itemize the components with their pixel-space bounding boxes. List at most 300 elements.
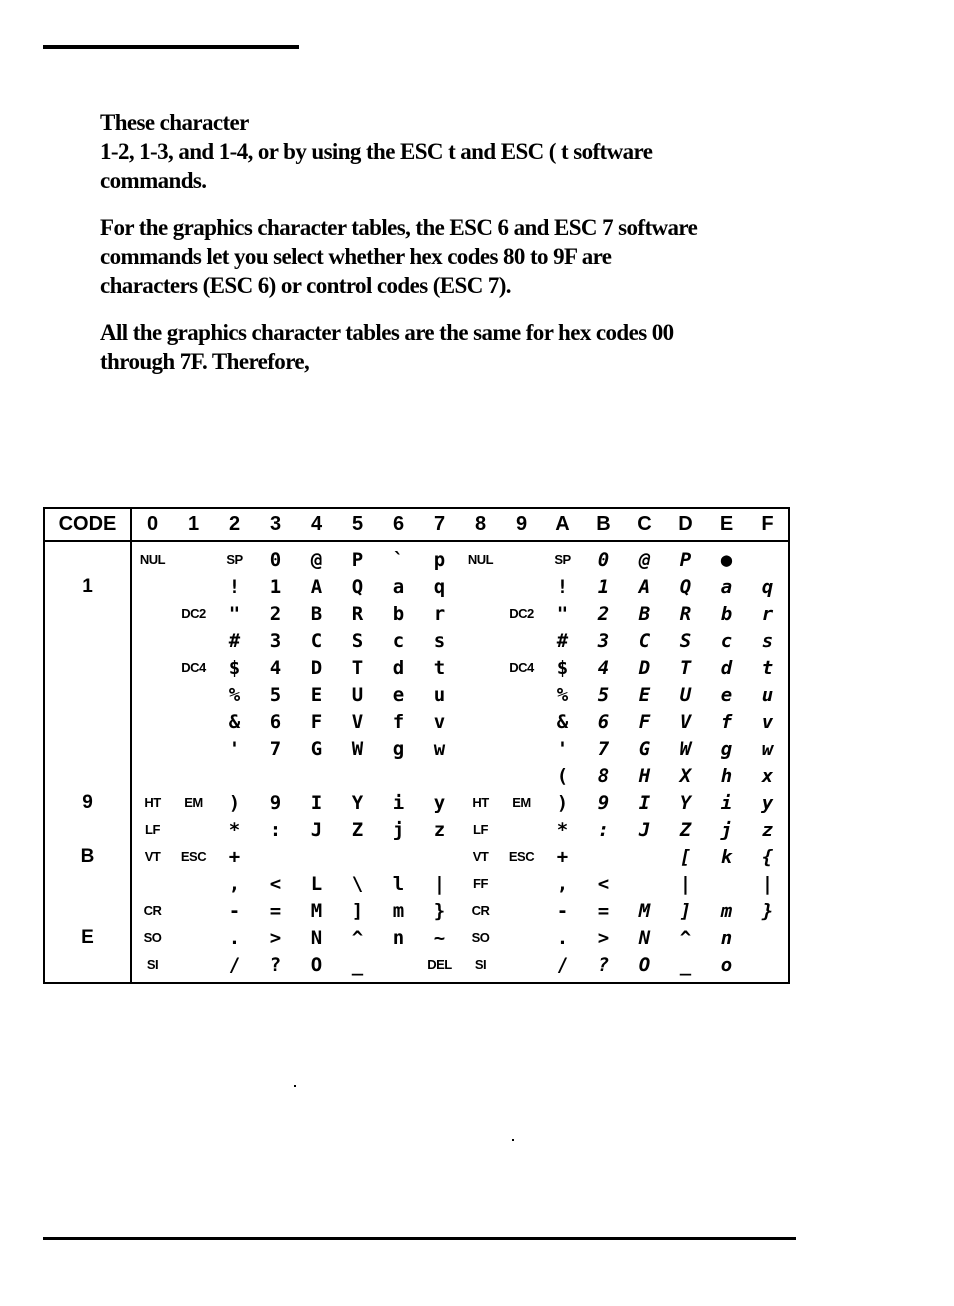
char-cell: _: [351, 953, 364, 976]
column-header: 2: [214, 508, 255, 541]
char-cell: [501, 897, 542, 924]
column-header: 8: [460, 508, 501, 541]
row-code: 9: [44, 789, 131, 816]
char-cell: l: [392, 872, 405, 895]
char-cell: ESC: [508, 849, 535, 864]
char-cell: V: [351, 710, 364, 733]
char-cell: D: [638, 656, 651, 679]
char-cell: n: [720, 926, 733, 949]
char-cell: >: [597, 926, 610, 949]
char-cell: [173, 762, 214, 789]
char-cell: &: [228, 710, 241, 733]
char-cell: 9: [269, 791, 282, 814]
char-cell: !: [228, 575, 241, 598]
char-cell: a: [392, 575, 405, 598]
char-cell: SP: [554, 552, 571, 567]
char-cell: SO: [471, 930, 490, 945]
char-cell: [501, 870, 542, 897]
char-cell: 7: [269, 737, 282, 760]
char-cell: [747, 541, 789, 573]
char-cell: :: [269, 818, 282, 841]
char-cell: SI: [474, 957, 487, 972]
row-code: E: [44, 924, 131, 951]
char-cell: A: [310, 575, 323, 598]
char-cell: p: [433, 548, 446, 571]
char-cell: 4: [597, 656, 610, 679]
char-cell: s: [433, 629, 446, 652]
row-code: [44, 816, 131, 843]
char-cell: [501, 627, 542, 654]
row-code: [44, 541, 131, 573]
char-cell: t: [433, 656, 446, 679]
char-cell: EM: [184, 795, 203, 810]
char-cell: *: [228, 818, 241, 841]
char-cell: f: [720, 710, 733, 733]
table-row: [44, 735, 789, 762]
char-cell: [378, 843, 419, 870]
char-cell: /: [556, 953, 569, 976]
char-cell: [296, 762, 337, 789]
char-cell: v: [433, 710, 446, 733]
row-code: 1: [44, 573, 131, 600]
table-row: [44, 924, 789, 951]
char-cell: [501, 573, 542, 600]
char-cell: P: [351, 548, 364, 571]
char-cell: 5: [269, 683, 282, 706]
table-row: [44, 762, 789, 789]
char-cell: m: [392, 899, 405, 922]
char-cell: R: [679, 602, 692, 625]
char-cell: V: [679, 710, 692, 733]
char-cell: M: [638, 899, 651, 922]
char-cell: HT: [472, 795, 489, 810]
char-cell: [378, 951, 419, 983]
char-cell: v: [761, 710, 774, 733]
char-cell: 1: [597, 575, 610, 598]
char-cell: g: [392, 737, 405, 760]
char-cell: [501, 541, 542, 573]
char-cell: ^: [679, 926, 692, 949]
column-header: 6: [378, 508, 419, 541]
char-cell: N: [310, 926, 323, 949]
char-cell: I: [310, 791, 323, 814]
char-cell: ): [228, 791, 241, 814]
char-cell: 1: [269, 575, 282, 598]
char-cell: [460, 627, 501, 654]
char-cell: [378, 762, 419, 789]
column-header: F: [747, 508, 789, 541]
char-cell: B: [638, 602, 651, 625]
char-cell: %: [556, 683, 569, 706]
char-cell: c: [392, 629, 405, 652]
char-cell: [173, 541, 214, 573]
char-cell: <: [269, 872, 282, 895]
char-cell: [296, 843, 337, 870]
char-cell: LF: [145, 822, 160, 837]
char-cell: 6: [597, 710, 610, 733]
char-cell: Z: [679, 818, 692, 841]
char-cell: $: [228, 656, 241, 679]
paragraph-3: All the graphics character tables are the same for hex codes 00 through 7F. Therefore,: [100, 320, 674, 374]
char-cell: w: [433, 737, 446, 760]
char-cell: .: [556, 926, 569, 949]
char-cell: [173, 735, 214, 762]
char-cell: @: [638, 548, 651, 571]
table-row: [44, 627, 789, 654]
table-row: [44, 789, 789, 816]
char-cell: d: [392, 656, 405, 679]
char-cell: q: [433, 575, 446, 598]
char-cell: [131, 573, 173, 600]
char-cell: |: [679, 872, 692, 895]
char-cell: R: [351, 602, 364, 625]
char-cell: S: [351, 629, 364, 652]
char-cell: [131, 870, 173, 897]
column-header: 5: [337, 508, 378, 541]
char-cell: [131, 735, 173, 762]
column-header: 3: [255, 508, 296, 541]
char-cell: [501, 816, 542, 843]
char-cell: [173, 870, 214, 897]
char-cell: f: [392, 710, 405, 733]
row-code: [44, 600, 131, 627]
char-cell: +: [556, 845, 569, 868]
char-cell: ]: [679, 899, 692, 922]
char-cell: G: [638, 737, 651, 760]
char-cell: s: [761, 629, 774, 652]
char-cell: ~: [433, 926, 446, 949]
char-cell: [214, 762, 255, 789]
char-cell: [501, 681, 542, 708]
char-cell: [419, 762, 460, 789]
char-cell: [173, 708, 214, 735]
char-cell: N: [638, 926, 651, 949]
char-cell: [131, 681, 173, 708]
char-cell: [173, 627, 214, 654]
char-cell: Q: [351, 575, 364, 598]
row-code: [44, 654, 131, 681]
char-cell: 4: [269, 656, 282, 679]
char-cell: #: [228, 629, 241, 652]
char-cell: =: [597, 899, 610, 922]
char-cell: [460, 708, 501, 735]
column-header: E: [706, 508, 747, 541]
char-cell: [: [679, 845, 692, 868]
char-cell: [255, 762, 296, 789]
char-cell: ": [228, 602, 241, 625]
char-cell: ,: [228, 872, 241, 895]
char-cell: E: [310, 683, 323, 706]
char-cell: j: [720, 818, 733, 841]
char-cell: EM: [512, 795, 531, 810]
char-cell: }: [761, 899, 774, 922]
table-row: [44, 951, 789, 983]
char-cell: 6: [269, 710, 282, 733]
char-cell: [131, 654, 173, 681]
char-cell: [501, 735, 542, 762]
char-cell: 0: [269, 548, 282, 571]
char-cell: ": [556, 602, 569, 625]
char-cell: Y: [351, 791, 364, 814]
row-code: [44, 627, 131, 654]
intro-text: [100, 108, 820, 394]
char-cell: #: [556, 629, 569, 652]
code-header: CODE: [44, 508, 131, 541]
char-cell: [255, 843, 296, 870]
char-cell: W: [679, 737, 692, 760]
char-cell: [706, 870, 747, 897]
char-cell: -: [556, 899, 569, 922]
char-cell: (: [556, 764, 569, 787]
char-cell: ): [556, 791, 569, 814]
char-cell: ESC: [180, 849, 207, 864]
char-cell: [624, 870, 665, 897]
char-cell: y: [761, 791, 774, 814]
char-cell: u: [433, 683, 446, 706]
char-cell: z: [761, 818, 774, 841]
char-cell: G: [310, 737, 323, 760]
char-cell: [337, 843, 378, 870]
row-code: B: [44, 843, 131, 870]
char-cell: q: [761, 575, 774, 598]
char-cell: }: [433, 899, 446, 922]
char-cell: +: [228, 845, 241, 868]
char-cell: ,: [556, 872, 569, 895]
char-cell: C: [310, 629, 323, 652]
char-cell: r: [433, 602, 446, 625]
char-cell: S: [679, 629, 692, 652]
table-row: [44, 843, 789, 870]
char-cell: =: [269, 899, 282, 922]
char-cell: [131, 627, 173, 654]
column-header: B: [583, 508, 624, 541]
row-code: [44, 735, 131, 762]
char-cell: \: [351, 872, 364, 895]
char-cell: A: [638, 575, 651, 598]
column-header: C: [624, 508, 665, 541]
char-cell: 2: [597, 602, 610, 625]
char-cell: O: [638, 953, 651, 976]
char-cell: 3: [597, 629, 610, 652]
char-cell: e: [720, 683, 733, 706]
char-cell: ': [556, 737, 569, 760]
char-cell: ]: [351, 899, 364, 922]
char-cell: 2: [269, 602, 282, 625]
char-cell: m: [720, 899, 733, 922]
char-cell: !: [556, 575, 569, 598]
char-cell: [131, 600, 173, 627]
char-cell: [131, 762, 173, 789]
char-cell: T: [679, 656, 692, 679]
char-cell: |: [761, 872, 774, 895]
char-cell: 8: [597, 764, 610, 787]
table-row: [44, 600, 789, 627]
char-cell: CR: [471, 903, 490, 918]
char-cell: [583, 843, 624, 870]
table-row: [44, 708, 789, 735]
char-cell: U: [351, 683, 364, 706]
char-cell: 9: [597, 791, 610, 814]
char-cell: CR: [143, 903, 162, 918]
char-cell: w: [761, 737, 774, 760]
char-cell: 5: [597, 683, 610, 706]
char-cell: [501, 951, 542, 983]
char-cell: o: [720, 953, 733, 976]
char-cell: [624, 843, 665, 870]
char-cell: Y: [679, 791, 692, 814]
char-cell: [460, 681, 501, 708]
char-cell: c: [720, 629, 733, 652]
char-cell: [501, 924, 542, 951]
column-header: 7: [419, 508, 460, 541]
speck: [512, 1139, 514, 1141]
char-cell: b: [720, 602, 733, 625]
table-row: [44, 870, 789, 897]
char-cell: [460, 654, 501, 681]
table-row: [44, 654, 789, 681]
paragraph-2: For the graphics character tables, the ESC 6 and ESC 7 software commands let you select whether hex codes 80 to 9F are characters (ESC 6) or control codes (ESC 7).: [100, 215, 698, 298]
table-row: [44, 573, 789, 600]
char-cell: NUL: [139, 552, 166, 567]
char-cell: F: [638, 710, 651, 733]
char-cell: u: [761, 683, 774, 706]
char-cell: h: [720, 764, 733, 787]
char-cell: SO: [143, 930, 162, 945]
row-code: [44, 762, 131, 789]
char-cell: X: [679, 764, 692, 787]
char-cell: D: [310, 656, 323, 679]
char-cell: J: [310, 818, 323, 841]
char-cell: ?: [269, 953, 282, 976]
char-cell: [747, 924, 789, 951]
table-row: [44, 816, 789, 843]
char-cell: VT: [472, 849, 489, 864]
char-cell: T: [351, 656, 364, 679]
char-cell: z: [433, 818, 446, 841]
char-cell: {: [761, 845, 774, 868]
char-cell: >: [269, 926, 282, 949]
column-header: A: [542, 508, 583, 541]
char-cell: 3: [269, 629, 282, 652]
char-cell: [173, 897, 214, 924]
char-cell: L: [310, 872, 323, 895]
char-cell: [173, 816, 214, 843]
char-cell: VT: [144, 849, 161, 864]
char-cell: %: [228, 683, 241, 706]
row-code: [44, 897, 131, 924]
char-cell: d: [720, 656, 733, 679]
char-cell: [337, 762, 378, 789]
char-cell: a: [720, 575, 733, 598]
char-cell: DC4: [509, 660, 534, 675]
row-code: [44, 708, 131, 735]
bottom-rule: [43, 1237, 796, 1240]
row-code: [44, 951, 131, 983]
char-cell: i: [392, 791, 405, 814]
table-row: [44, 897, 789, 924]
char-cell: [460, 573, 501, 600]
table-body: [44, 541, 789, 983]
char-cell: C: [638, 629, 651, 652]
char-cell: [460, 600, 501, 627]
char-cell: NUL: [467, 552, 494, 567]
char-cell: r: [761, 602, 774, 625]
char-cell: [419, 843, 460, 870]
char-cell: O: [310, 953, 323, 976]
char-cell: M: [310, 899, 323, 922]
char-cell: -: [228, 899, 241, 922]
char-cell: i: [720, 791, 733, 814]
char-cell: [460, 762, 501, 789]
char-cell: U: [679, 683, 692, 706]
char-cell: b: [392, 602, 405, 625]
char-cell: :: [597, 818, 610, 841]
char-cell: ': [228, 737, 241, 760]
char-cell: H: [638, 764, 651, 787]
char-cell: [173, 681, 214, 708]
char-cell: |: [433, 872, 446, 895]
char-cell: [747, 951, 789, 983]
char-cell: <: [597, 872, 610, 895]
row-code: [44, 870, 131, 897]
char-cell: W: [351, 737, 364, 760]
char-cell: [173, 924, 214, 951]
speck: [294, 1085, 296, 1087]
char-cell: DC4: [181, 660, 206, 675]
char-cell: SI: [146, 957, 159, 972]
char-cell: [501, 708, 542, 735]
char-cell: J: [638, 818, 651, 841]
column-header: 0: [131, 508, 173, 541]
char-cell: /: [228, 953, 241, 976]
char-cell: FF: [473, 876, 488, 891]
char-cell: k: [720, 845, 733, 868]
char-cell: [460, 735, 501, 762]
char-cell: ●: [720, 548, 733, 571]
char-cell: LF: [473, 822, 488, 837]
char-cell: t: [761, 656, 774, 679]
char-cell: [173, 951, 214, 983]
char-cell: I: [638, 791, 651, 814]
row-code: [44, 681, 131, 708]
char-cell: y: [433, 791, 446, 814]
column-header: 4: [296, 508, 337, 541]
char-cell: HT: [144, 795, 161, 810]
char-cell: j: [392, 818, 405, 841]
char-cell: 7: [597, 737, 610, 760]
char-cell: .: [228, 926, 241, 949]
char-cell: Q: [679, 575, 692, 598]
char-cell: DEL: [427, 957, 452, 972]
char-cell: 0: [597, 548, 610, 571]
column-header: D: [665, 508, 706, 541]
table-header-row: [44, 508, 789, 541]
char-cell: DC2: [509, 606, 534, 621]
char-cell: &: [556, 710, 569, 733]
char-cell: e: [392, 683, 405, 706]
char-cell: @: [310, 548, 323, 571]
char-cell: $: [556, 656, 569, 679]
char-cell: [131, 708, 173, 735]
char-cell: F: [310, 710, 323, 733]
char-cell: SP: [226, 552, 243, 567]
column-header: 1: [173, 508, 214, 541]
char-cell: E: [638, 683, 651, 706]
table-row: [44, 541, 789, 573]
char-cell: `: [392, 548, 405, 571]
char-cell: x: [761, 764, 774, 787]
character-table: [43, 507, 790, 984]
